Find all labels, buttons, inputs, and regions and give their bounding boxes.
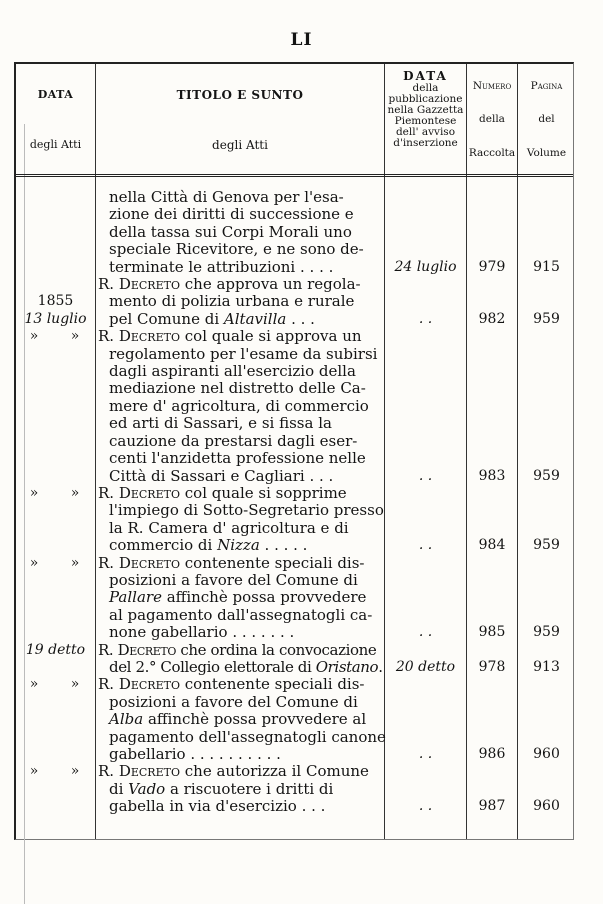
- ditto-mark: » »: [29, 328, 94, 345]
- header-publication: [385, 70, 466, 170]
- table-row: [16, 189, 573, 276]
- decree-label: R. Decreto: [98, 483, 180, 502]
- header-rule: [16, 174, 573, 177]
- publication-date: . .: [418, 537, 433, 554]
- act-date: [16, 328, 95, 345]
- header-publication-line2: della: [412, 81, 439, 94]
- act-summary: [98, 483, 384, 555]
- act-date: 19 detto: [25, 641, 86, 658]
- act-year: 1855: [37, 293, 74, 310]
- summary-line: nella Città di Genova per l'esa-: [109, 188, 344, 206]
- leader-dots: . . . . .: [259, 536, 308, 555]
- act-date: [16, 293, 95, 328]
- table-row: [16, 276, 573, 328]
- leader-dots: .: [378, 657, 383, 676]
- header-publication-line3: pubblicazione: [388, 92, 463, 105]
- summary-text: commercio di: [109, 536, 218, 555]
- header-number-line3: Raccolta: [468, 146, 516, 159]
- header-date-line1: DATA: [37, 88, 74, 102]
- summary-text: col quale si approva un: [184, 327, 362, 346]
- decree-label: R. Decreto: [98, 675, 180, 694]
- summary-line: [98, 555, 381, 572]
- collection-number: 987: [478, 798, 506, 815]
- table-row: [16, 328, 573, 485]
- summary-line: [109, 711, 381, 728]
- collection-number: 986: [478, 746, 506, 762]
- header-page-line3: Volume: [526, 146, 567, 159]
- summary-line: [98, 485, 381, 502]
- place-name: Vado: [128, 779, 166, 798]
- summary-line: mediazione nel distretto delle Ca-: [109, 379, 366, 398]
- publication-date: . .: [418, 798, 433, 815]
- summary-text: affinchè possa provvedere al: [143, 710, 367, 729]
- ditto-mark: » »: [29, 484, 94, 501]
- header-number-line1: Numero: [472, 80, 512, 93]
- summary-line: ed arti di Sassari, e si fissa la: [109, 414, 332, 433]
- header-title-line2: degli Atti: [212, 137, 268, 152]
- summary-line: Città di Sassari e Cagliari . . .: [109, 466, 334, 485]
- act-summary: [98, 762, 381, 816]
- act-day: 13 luglio: [24, 310, 87, 327]
- table-row: [16, 642, 573, 677]
- decree-label: R. Decreto: [98, 762, 180, 781]
- summary-text: del 2.° Collegio elettorale di: [109, 657, 316, 676]
- place-name: Nizza: [217, 536, 260, 555]
- header-page-line2: del: [538, 113, 555, 126]
- summary-line: [98, 642, 381, 659]
- summary-line: terminate le attribuzioni . . . .: [109, 257, 334, 276]
- decree-label: R. Decreto: [98, 327, 180, 346]
- header-publication-line6: dell' avviso: [395, 125, 456, 138]
- summary-line: l'impiego di Sotto-Segretario presso: [109, 501, 384, 520]
- volume-page: 959: [533, 310, 560, 327]
- summary-text: che approva un regola-: [184, 275, 361, 294]
- summary-line: speciale Ricevitore, e ne sono de-: [109, 240, 364, 259]
- summary-line: pagamento dell'assegnatogli canone: [109, 727, 386, 746]
- summary-line: dagli aspiranti all'esercizio della: [109, 362, 356, 381]
- header-number: [467, 70, 517, 170]
- summary-text: col quale si sopprime: [184, 483, 347, 502]
- decree-label: R. Decreto: [98, 640, 176, 659]
- table-row: [16, 763, 573, 815]
- table-row: [16, 555, 573, 642]
- summary-line: [109, 537, 381, 554]
- summary-line: al pagamento dall'assegnatogli ca-: [109, 605, 373, 624]
- summary-line: [109, 659, 381, 676]
- summary-line: la R. Camera d' agricoltura e di: [109, 518, 349, 537]
- collection-number: 985: [478, 624, 506, 641]
- header-date-line2: degli Atti: [29, 138, 82, 152]
- summary-line: [98, 328, 381, 345]
- page-number: LI: [290, 30, 313, 50]
- header-publication-line7: d'inserzione: [393, 136, 458, 149]
- ditto-mark: » »: [29, 554, 94, 571]
- ditto-mark: » »: [29, 763, 94, 780]
- collection-number: 979: [478, 258, 506, 275]
- publication-date: . .: [418, 310, 433, 327]
- act-summary: [98, 275, 381, 328]
- summary-line: mere d' agricoltura, di commercio: [109, 396, 369, 415]
- act-summary: [98, 553, 381, 642]
- volume-page: 913: [533, 658, 560, 675]
- summary-text: pel Comune di: [109, 309, 224, 328]
- summary-line: mento di polizia urbana e rurale: [109, 292, 355, 311]
- act-date: [16, 763, 95, 780]
- act-summary: [98, 675, 386, 763]
- acts-table: [14, 62, 574, 840]
- decree-label: R. Decreto: [98, 275, 180, 294]
- summary-text: contenente speciali dis-: [184, 675, 365, 694]
- publication-date: 24 luglio: [394, 258, 457, 275]
- collection-number: 982: [478, 310, 506, 327]
- header-title-line1: TITOLO E SUNTO: [176, 87, 304, 102]
- ditto-mark: » »: [29, 676, 94, 693]
- table-body: [16, 189, 573, 816]
- volume-page: 959: [533, 467, 560, 484]
- act-summary: [109, 189, 381, 276]
- summary-line: posizioni a favore del Comune di: [109, 692, 358, 711]
- header-title: [96, 70, 384, 170]
- volume-page: 959: [533, 624, 560, 641]
- summary-line: gabellario . . . . . . . . . .: [109, 745, 281, 763]
- publication-date: . .: [418, 467, 433, 484]
- volume-page: 960: [533, 746, 560, 762]
- summary-line: zione dei diritti di successione e: [109, 205, 354, 224]
- summary-line: regolamento per l'esame da subirsi: [109, 344, 378, 363]
- header-publication-line4: nella Gazzetta: [387, 103, 464, 116]
- summary-line: cauzione da prestarsi dagli eser-: [109, 431, 358, 450]
- header-number-line2: della: [479, 113, 505, 126]
- decree-label: R. Decreto: [98, 553, 180, 572]
- summary-line: none gabellario . . . . . . .: [109, 623, 295, 642]
- act-date: [16, 485, 95, 502]
- collection-number: 983: [478, 467, 506, 484]
- summary-line: della tassa sui Corpi Morali uno: [109, 222, 352, 241]
- summary-text: di: [109, 779, 129, 798]
- act-date: [16, 676, 95, 693]
- table-row: [16, 485, 573, 555]
- summary-text: contenente speciali dis-: [184, 553, 365, 572]
- summary-line: [98, 676, 381, 693]
- header-publication-line5: Piemontese: [394, 114, 457, 127]
- place-name: Oristano: [315, 657, 379, 676]
- collection-number: 984: [478, 537, 506, 554]
- volume-page: 960: [533, 798, 560, 815]
- publication-date: . .: [418, 624, 433, 641]
- header-page-line1: Pagina: [530, 80, 563, 93]
- place-name: Alba: [109, 710, 144, 729]
- summary-line: [98, 763, 381, 780]
- summary-text: che autorizza il Comune: [184, 762, 369, 781]
- summary-line: [109, 589, 381, 606]
- summary-line: posizioni a favore del Comune di: [109, 570, 358, 589]
- summary-line: gabella in via d'esercizio . . .: [109, 797, 326, 816]
- summary-line: centi l'anzidetta professione nelle: [109, 449, 366, 468]
- collection-number: 978: [478, 658, 506, 675]
- place-name: Pallare: [109, 588, 162, 607]
- summary-line: [109, 781, 381, 798]
- header-publication-line1: DATA: [403, 69, 448, 83]
- summary-line: [109, 311, 381, 328]
- act-summary: [98, 640, 383, 677]
- volume-page: 915: [533, 258, 560, 275]
- leader-dots: . . .: [286, 309, 315, 328]
- publication-date: . .: [418, 746, 433, 762]
- act-summary: [98, 327, 381, 485]
- place-name: Altavilla: [223, 309, 287, 328]
- summary-text: affinchè possa provvedere: [161, 588, 367, 607]
- table-row: [16, 676, 573, 763]
- act-date: [16, 555, 95, 572]
- header-page: [518, 70, 575, 170]
- publication-date: 20 detto: [395, 658, 456, 675]
- summary-text: che ordina la convocazione: [180, 640, 377, 659]
- summary-line: [98, 276, 381, 293]
- header-date: [16, 70, 95, 170]
- summary-text: a riscuotere i dritti di: [165, 779, 334, 798]
- volume-page: 959: [533, 537, 560, 554]
